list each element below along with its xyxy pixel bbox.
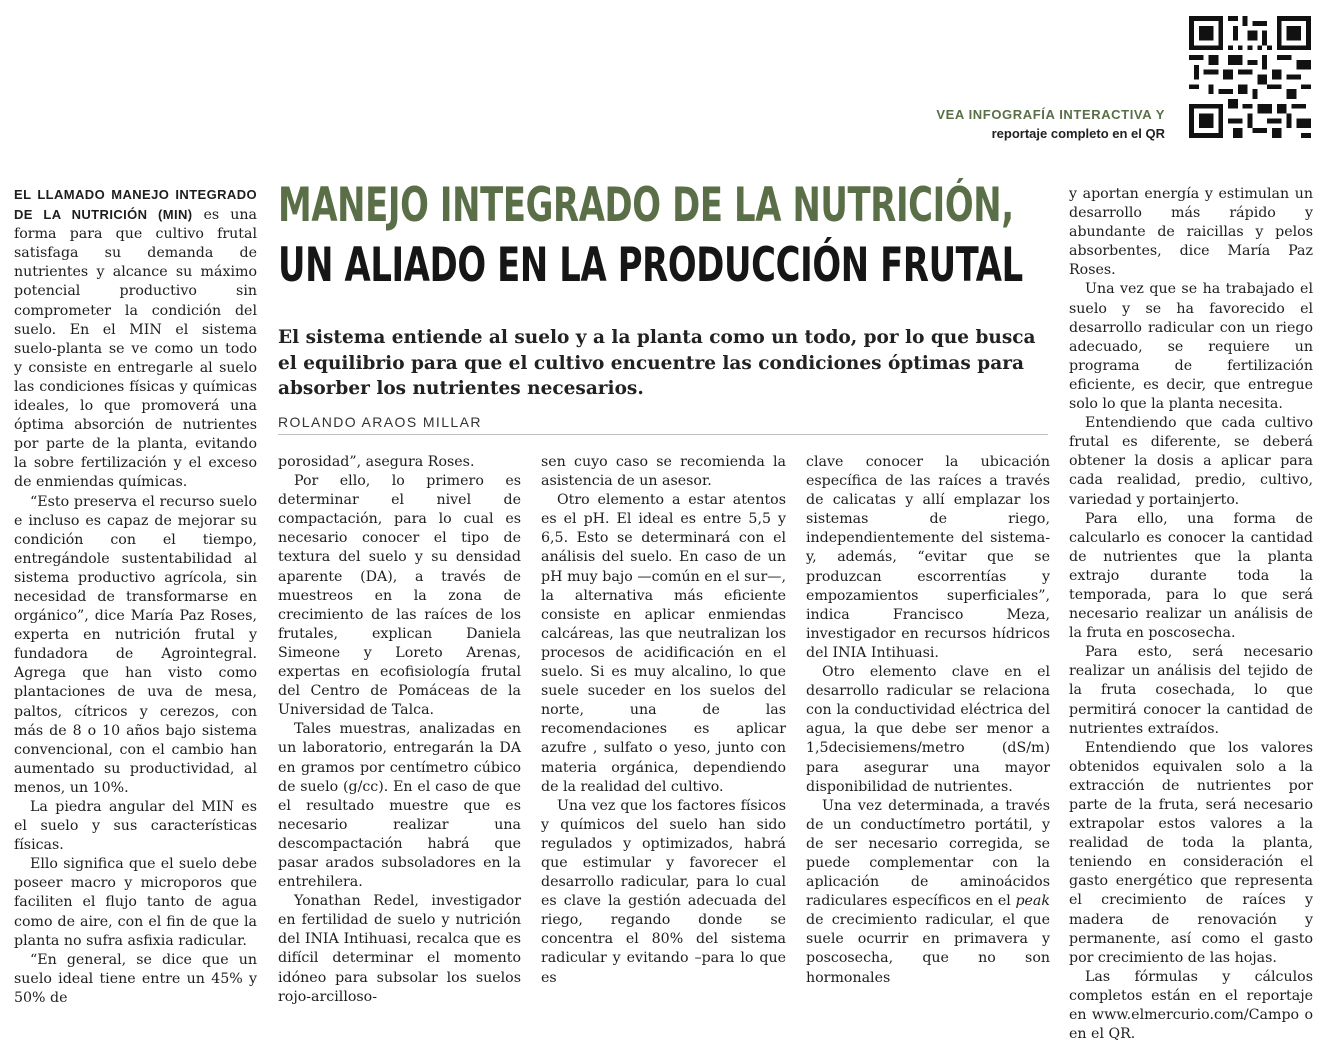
article-column-2 (278, 453, 521, 1005)
paragraph: clave conocer la ubicación específica de las raíces a través de calicatas y allí emplazar los sistemas de riego, independientemente del sistema- y, además, “evitar que se produzcan escorrentías y empozamientos superficiales”, indica Francisco Meza, investigador en recursos hídricos del INIA Intihuasi. (806, 454, 1050, 661)
paragraph: EL LLAMADO MANEJO INTEGRADO DE LA NUTRICIÓN (MIN) es una forma para que cultivo frutal satisfaga su demanda de nutrientes y alcance su máximo potencial productivo sin comprometer la condición del suelo. En el MIN el sistema suelo-planta se ve como un todo y consiste en entregarle al suelo las condiciones físicas y químicas ideales, lo que promoverá una óptima absorción de nutrientes por parte de la planta, evitando la sobre fertilización y el exceso de enmiendas químicas. (14, 187, 257, 491)
headline-line2: UN ALIADO EN LA PRODUCCIÓN FRUTAL (278, 238, 1023, 293)
paragraph: Por ello, lo primero es determinar el nivel de compactación, para lo cual es necesario conocer el tipo de textura del suelo y su densidad aparente (DA), a través de muestreos en la zona de crecimiento de las raíces de los frutales, explican Daniela Simeone y Loreto Arenas, expertas en ecofisiología frutal del Centro de Pomáceas de la Universidad de Talca. (278, 473, 521, 719)
paragraph: Ello significa que el suelo debe poseer macro y microporos que faciliten el flujo tanto de agua como de aire, con el fin de que la planta no sufra asfixia radicular. (14, 856, 257, 949)
lead-in: EL LLAMADO MANEJO INTEGRADO DE LA NUTRICIÓN (MIN) (14, 187, 257, 223)
byline-divider (278, 434, 1048, 435)
paragraph: Una vez determinada, a través de un conductímetro portátil, y de ser necesario corregida, se puede complementar con la aplicación de aminoácidos radiculares específicos en el peak de crecimiento radicular, el que suele ocurrir en primavera y poscosecha, que no son hormonales (806, 797, 1050, 986)
paragraph: Para esto, será necesario realizar un análisis del tejido de la fruta cosechada, lo que permitirá conocer la cantidad de nutrientes extraídos. (1069, 644, 1313, 737)
paragraph: sen cuyo caso se recomienda la asistencia de un asesor. (541, 454, 786, 490)
paragraph: Una vez que se ha trabajado el suelo y se ha favorecido el desarrollo radicular con un riego adecuado, se requiere un programa de fertilización eficiente, es decir, que entregue solo lo que la planta necesita. (1069, 281, 1313, 413)
paragraph: porosidad”, asegura Roses. (278, 454, 475, 470)
paragraph: Tales muestras, analizadas en un laboratorio, entregarán la DA en gramos por centímetro cúbico de suelo (g/cc). En el caso de que el resultado muestre que es necesario realizar una descompactación habrá que pasar arados subsoladores en la entrehilera. (278, 721, 521, 891)
paragraph: Otro elemento clave en el desarrollo radicular se relaciona con la conductividad eléctrica del agua, la que debe ser menor a 1,5decisiemens/metro (dS/m) para asegurar una mayor disponibilidad de nutrientes. (806, 664, 1050, 795)
article-column-4 (806, 453, 1050, 986)
headline-line1: MANEJO INTEGRADO DE LA NUTRICIÓN, (278, 178, 1014, 233)
qr-code[interactable] (1189, 16, 1311, 138)
paragraph: y aportan energía y estimulan un desarrollo más rápido y abundante de raicillas y pelos absorbentes, dice María Paz Roses. (1069, 186, 1313, 279)
byline: ROLANDO ARAOS MILLAR (278, 414, 482, 430)
article-column-3 (541, 453, 786, 986)
paragraph: “En general, se dice que un suelo ideal tiene entre un 45% y 50% de (14, 951, 257, 1006)
article-column-5 (1069, 185, 1313, 1043)
article-column-1 (14, 185, 257, 1006)
paragraph: Entendiendo que los valores obtenidos equivalen solo a la extracción de nutrientes por parte de la fruta, será necesario extrapolar estos valores a la realidad de toda la planta, teniendo en consideración el gasto energético que representa el crecimiento de raíces y madera de renovación y permanente, así como el gasto por crecimiento de las hojas. (1069, 739, 1313, 966)
paragraph: Una vez que los factores físicos y químicos del suelo han sido regulados y optimizados, habrá que estimular y favorecer el desarrollo radicular, para lo cual es clave la gestión adecuada del riego, regando donde se concentra el 80% del sistema radicular y evitando –para lo que es (541, 797, 786, 986)
qr-caption-line2: reportaje completo en el QR (991, 126, 1165, 141)
paragraph: La piedra angular del MIN es el suelo y sus características físicas. (14, 799, 257, 854)
paragraph: Yonathan Redel, investigador en fertilidad de suelo y nutrición del INIA Intihuasi, recalca que es difícil determinar el momento idóneo para subsolar los suelos rojo-arcilloso- (278, 893, 521, 1005)
qr-caption-line1: VEA INFOGRAFÍA INTERACTIVA Y (936, 107, 1165, 122)
paragraph: Las fórmulas y cálculos completos están en el reportaje en www.elmercurio.com/Campo o en el QR. (1069, 968, 1313, 1043)
paragraph: Otro elemento a estar atentos es el pH. El ideal es entre 5,5 y 6,5. Esto se determinará con el análisis del suelo. En caso de un pH muy bajo —común en el sur—, la alternativa más eficiente consiste en aplicar enmiendas calcáreas, las que neutralizan los procesos de acidificación en el suelo. Si es muy alcalino, lo que suele suceder en los suelos del norte, una de las recomendaciones es aplicar azufre , sulfato o yeso, junto con materia orgánica, dependiendo de la realidad del cultivo. (541, 492, 786, 795)
paragraph: Entendiendo que cada cultivo frutal es diferente, se deberá obtener la dosis a aplicar para cada realidad, predio, cultivo, variedad y portainjerto. (1069, 415, 1313, 508)
paragraph: Para ello, una forma de calcularlo es conocer la cantidad de nutrientes que la planta extrajo durante toda la temporada, para lo que será necesario realizar un análisis de la fruta en poscosecha. (1069, 510, 1313, 642)
headline (278, 176, 1023, 296)
deck: El sistema entiende al suelo y a la planta como un todo, por lo que busca el equilibrio para que el cultivo encuentre las condiciones óptimas para absorber los nutrientes necesarios. (278, 327, 1036, 399)
paragraph: “Esto preserva el recurso suelo e incluso es capaz de mejorar su condición con el tiempo, entregándole sustentabilidad al sistema productivo agrícola, sin necesidad de transformarse en orgánico”, dice María Paz Roses, experta en nutrición frutal y fundadora de Agrointegral. Agrega que han visto como plantaciones de uva de mesa, paltos, cítricos y cerezos, con más de 8 o 10 años bajo sistema convencional, con el cambio han aumentado su productividad, al menos, un 10%. (14, 493, 257, 796)
